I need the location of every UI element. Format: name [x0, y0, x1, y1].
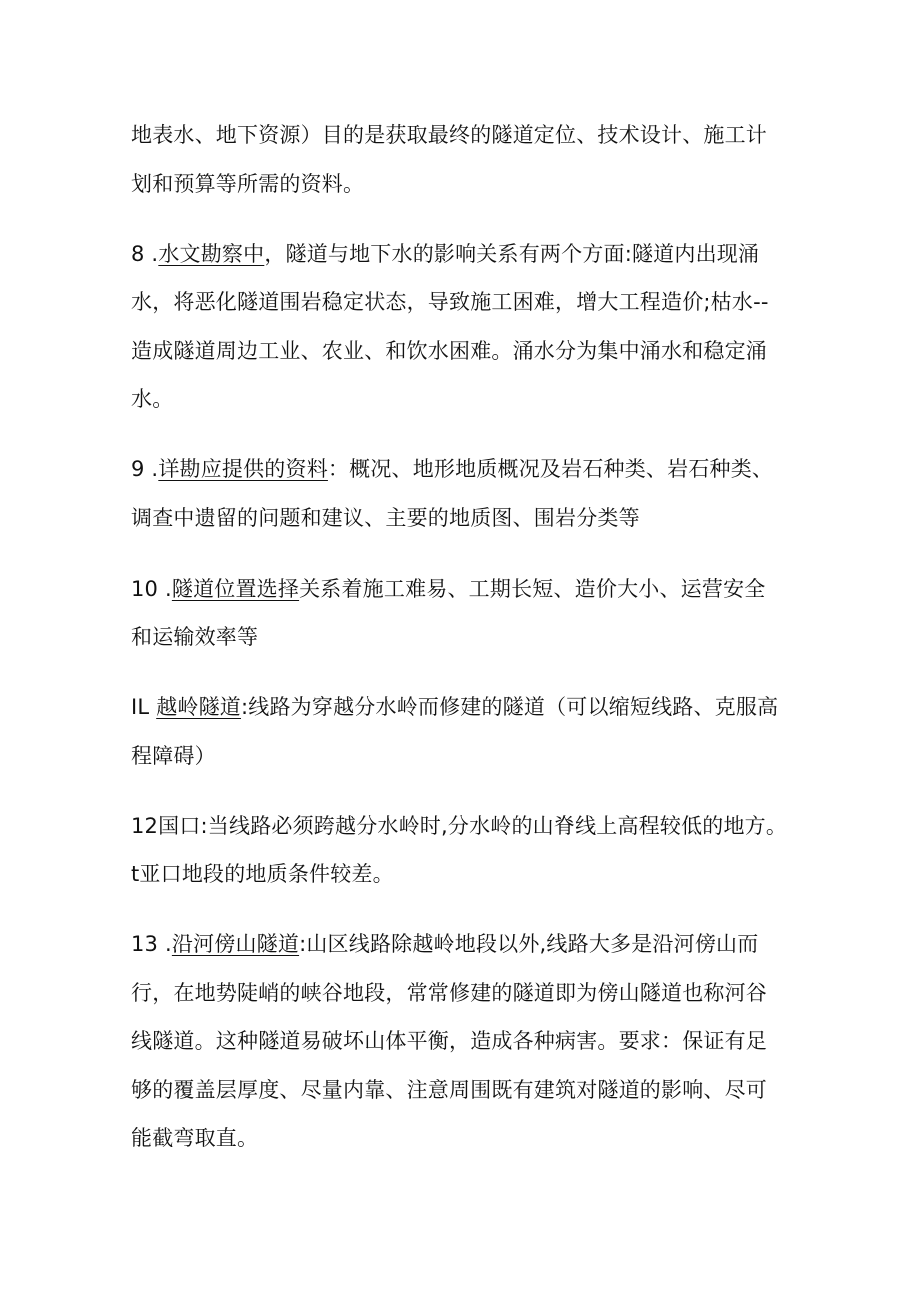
p10-number: 10 . [131, 577, 172, 601]
p9-line-2: 调查中遗留的问题和建议、主要的地质图、围岩分类等 [131, 506, 640, 530]
p9-line-1-text: ：概况、地形地质概况及岩石种类、岩石种类、 [327, 457, 774, 481]
p12-line-2: t亚口地段的地质条件较差。 [131, 862, 394, 886]
p10-line-1-text: 关系着施工难易、工期长短、造价大小、运营安全 [299, 577, 766, 601]
p10-line-2: 和运输效率等 [131, 625, 259, 649]
p10-term: 隧道位置选择 [171, 577, 300, 601]
p13-line-1-text: :山区线路除越岭地段以外,线路大多是沿河傍山而 [299, 932, 759, 956]
p13-line-2: 行，在地势陡峭的峡谷地段，常常修建的隧道即为傍山隧道也称河谷 [131, 981, 767, 1005]
p11-line-1-text: :线路为穿越分水岭而修建的隧道（可以缩短线路、克服高 [241, 695, 779, 719]
p8-line-4: 水。 [131, 387, 174, 411]
p11-number: IL [131, 695, 150, 719]
p9-line-1 [131, 455, 773, 483]
p13-line-3: 线隧道。这种隧道易破坏山体平衡，造成各种病害。要求：保证有足 [131, 1029, 767, 1053]
p13-line-4: 够的覆盖层厚度、尽量内靠、注意周围既有建筑对隧道的影响、尽可 [131, 1078, 767, 1102]
p11-line-2: 程障碍） [131, 744, 216, 768]
p11-line-1 [131, 693, 778, 721]
p13-term: 沿河傍山隧道 [171, 932, 300, 956]
p8-line-2: 水，将恶化隧道围岩稳定状态，导致施工困难，增大工程造价;枯水-- [131, 290, 769, 314]
p7-line-2: 划和预算等所需的资料。 [131, 172, 365, 196]
p13-line-5: 能截弯取直。 [131, 1126, 259, 1150]
p8-number: 8 . [131, 242, 159, 266]
p8-line-1 [131, 240, 759, 268]
p8-line-1-text: ，隧道与地下水的影响关系有两个方面:隧道内出现涌 [264, 242, 760, 266]
p12-line-1: 12国口:当线路必须跨越分水岭时,分水岭的山脊线上高程较低的地方。 [131, 814, 788, 838]
p13-line-1 [131, 930, 758, 958]
p8-term: 水文勘察中 [158, 242, 265, 266]
p9-number: 9 . [131, 457, 159, 481]
p8-line-3: 造成隧道周边工业、农业、和饮水困难。涌水分为集中涌水和稳定涌 [131, 339, 767, 363]
p10-line-1 [131, 575, 765, 603]
p11-term: 越岭隧道 [156, 695, 241, 719]
p13-number: 13 . [131, 932, 172, 956]
p9-term: 详勘应提供的资料 [158, 457, 328, 481]
p7-line-1: 地表水、地下资源）目的是获取最终的隧道定位、技术设计、施工计 [131, 123, 767, 147]
